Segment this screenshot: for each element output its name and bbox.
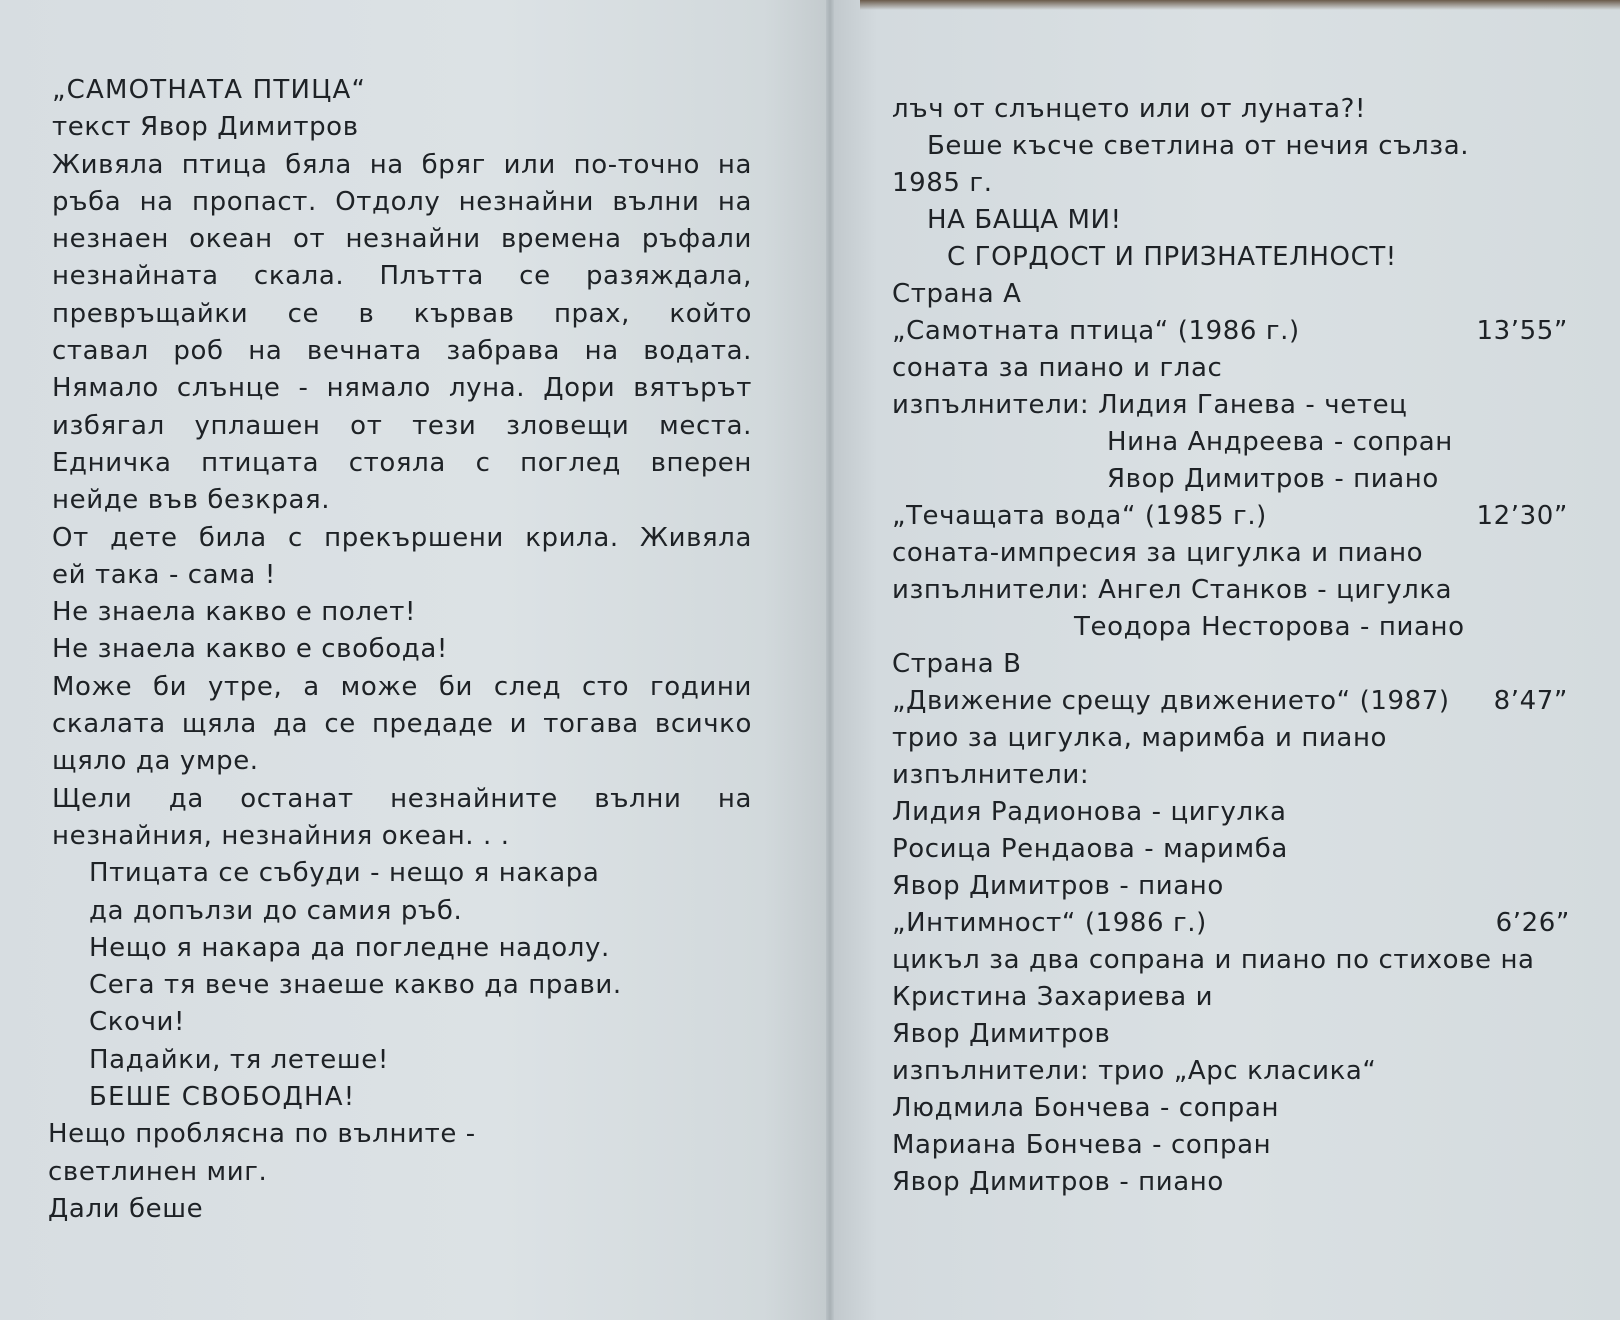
closing-line: Нещо проблясна по вълните - (48, 1119, 476, 1150)
side-b-label: Страна В (892, 649, 1022, 679)
track-performer: Росица Рендаова - маримба (892, 834, 1288, 864)
prose-line: Щели да останат незнайните вълни на (52, 783, 752, 814)
verse-line: БЕШЕ СВОБОДНА! (89, 1082, 356, 1113)
prose-line: избягал уплашен от тези зловещи места. (52, 410, 752, 441)
intro-line: Беше късче светлина от нечия сълза. (927, 131, 1470, 161)
track-title-row (892, 683, 1572, 720)
side-a-label: Страна А (892, 279, 1022, 309)
track-performer: Явор Димитров - пиано (892, 1167, 1224, 1197)
track-performer: Нина Андреева - сопран (1107, 427, 1453, 457)
track-description: соната-импресия за цигулка и пиано (892, 538, 1424, 568)
prose-line: нейде във безкрая. (52, 485, 331, 516)
track-performer: Людмила Бончева - сопран (892, 1093, 1280, 1123)
prose-line: Не знаела какво е свобода! (52, 634, 448, 665)
track-performer: Мариана Бончева - сопран (892, 1130, 1272, 1160)
track-duration: 8’47” (1493, 686, 1568, 716)
prose-line: Живяла птица бяла на бряг или по-точно на (52, 149, 752, 180)
prose-line: Едничка птицата стояла с поглед вперен (52, 447, 752, 478)
prose-line: незнайната скала. Плътта се разяждала, (52, 261, 752, 292)
prose-line: незнайния, незнайния океан. . . (52, 820, 510, 851)
track-performer: Явор Димитров - пиано (1107, 464, 1439, 494)
track-title-row (892, 905, 1572, 942)
prose-line: ставал роб на вечната забрава на водата. (52, 336, 752, 367)
closing-line: Дали беше (48, 1193, 204, 1224)
prose-line: ръба на пропаст. Отдолу незнайни вълни на (52, 186, 752, 217)
prose-line: Може би утре, а може би след сто години (52, 671, 752, 702)
track-performers-label: изпълнители: Лидия Ганева - четец (892, 390, 1408, 420)
verse-line: Падайки, тя летеше! (89, 1044, 389, 1075)
poem-title: „САМОТНАТА ПТИЦА“ (52, 75, 367, 105)
track-description: трио за цигулка, маримба и пиано (892, 723, 1388, 753)
prose-line: скалата щяла да се предаде и тогава всичко (52, 709, 752, 740)
track-description: Явор Димитров (892, 1019, 1111, 1049)
track-description: соната за пиано и глас (892, 353, 1223, 383)
track-duration: 12’30” (1476, 501, 1568, 531)
track-performer: Теодора Несторова - пиано (1074, 612, 1465, 642)
page-fold (826, 0, 834, 1320)
track-performer: Лидия Радионова - цигулка (892, 797, 1287, 827)
track-description: Кристина Захариева и (892, 982, 1214, 1012)
track-duration: 13’55” (1476, 316, 1568, 346)
intro-line: лъч от слънцето или от луната?! (892, 94, 1367, 124)
prose-line: щяло да умре. (52, 746, 259, 777)
poem-column (48, 72, 752, 1228)
track-duration: 6’26” (1495, 908, 1570, 938)
prose-line: От дете била с прекършени крила. Живяла (52, 522, 752, 553)
track-performers-label: изпълнители: трио „Арс класика“ (892, 1056, 1377, 1086)
verse-line: Скочи! (89, 1007, 186, 1038)
poem-date: 1985 г. (892, 168, 993, 198)
track-title-row (892, 313, 1572, 350)
track-description: цикъл за два сопрана и пиано по стихове на (892, 945, 1535, 975)
track-performers-label: изпълнители: Ангел Станков - цигулка (892, 575, 1453, 605)
dedication-line: НА БАЩА МИ! (927, 205, 1122, 235)
poem-author: текст Явор Димитров (52, 112, 359, 143)
track-title: „Самотната птица“ (1986 г.) (892, 316, 1300, 346)
verse-line: да допълзи до самия ръб. (89, 895, 463, 926)
prose-line: превръщайки се в кървав прах, който (52, 298, 752, 329)
track-performers-label: изпълнители: (892, 760, 1090, 790)
prose-line: Не знаела какво е полет! (52, 597, 416, 628)
verse-line: Птицата се събуди - нещо я накара (89, 858, 600, 889)
prose-line: Нямало слънце - нямало луна. Дори вятърът (52, 373, 752, 404)
prose-line: незнаен океан от незнайни времена ръфали (52, 224, 752, 255)
track-title-row (892, 498, 1572, 535)
track-performer: Явор Димитров - пиано (892, 871, 1224, 901)
verse-line: Нещо я накара да погледне надолу. (89, 932, 610, 963)
prose-line: ей така - сама ! (52, 559, 276, 590)
dedication-line: С ГОРДОСТ И ПРИЗНАТЕЛНОСТ! (947, 242, 1397, 272)
track-title: „Интимност“ (1986 г.) (892, 908, 1207, 938)
track-title: „Движение срещу движението“ (1987) (892, 686, 1450, 716)
track-title: „Течащата вода“ (1985 г.) (892, 501, 1267, 531)
verse-line: Сега тя вече знаеше какво да прави. (89, 970, 622, 1001)
track-listing-column (892, 91, 1572, 1201)
closing-line: светлинен миг. (48, 1156, 268, 1187)
background-edge (860, 0, 1620, 10)
